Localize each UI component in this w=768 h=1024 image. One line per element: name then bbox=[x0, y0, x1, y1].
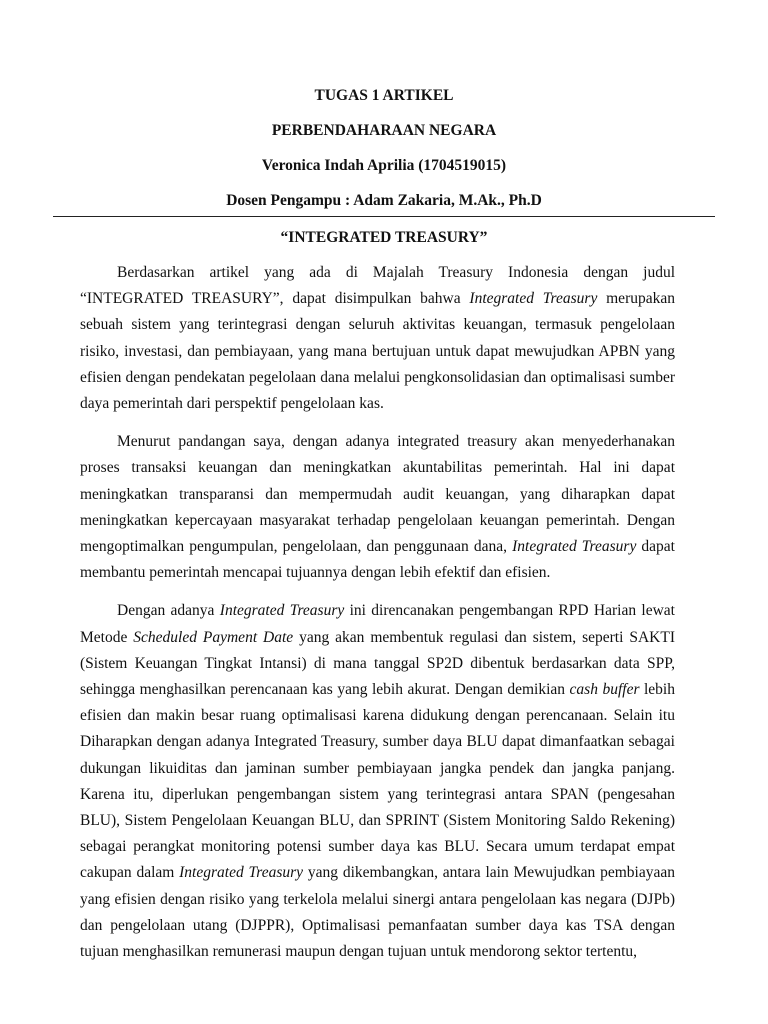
italic-term: Scheduled Payment Date bbox=[133, 628, 294, 646]
text-run: dapat membantu pemerintah mencapai tujuannya dengan lebih efektif dan efisien. bbox=[80, 538, 675, 582]
text-run: Menurut pandangan saya, dengan adanya integrated treasury akan menyederhanakan proses transaksi keuangan dan meningkatkan akuntabilitas pemerintah. Hal ini dapat meningkatkan transparansi dan mempermudah audit keuangan, yang diharapkan dapat meningkatkan kepercayaan masyarakat terhadap pengelolaan keuangan pemerintah. Dengan mengoptimalkan pengumpulan, pengelolaan, dan penggunaan dana, bbox=[80, 433, 675, 556]
italic-term: Integrated Treasury bbox=[512, 538, 637, 556]
course-name: PERBENDAHARAAN NEGARA bbox=[271, 122, 497, 139]
italic-term: Integrated Treasury bbox=[179, 864, 304, 882]
author-line: Veronica Indah Aprilia (1704519015) bbox=[261, 157, 507, 174]
italic-term: cash buffer bbox=[569, 681, 640, 699]
text-run: merupakan sebuah sistem yang terintegrasi dengan seluruh aktivitas keuangan, termasuk pengelolaan risiko, investasi, dan pembiayaan, yang mana bertujuan untuk dapat mewujudkan APBN yang efisien dengan pendekatan pegelolaan dana melalui pengkonsolidasian dan optimalisasi sumber daya pemerintah dari perspektif pengelolaan kas. bbox=[80, 290, 675, 413]
italic-term: Integrated Treasury bbox=[469, 290, 598, 308]
paragraph-1 bbox=[80, 260, 675, 417]
document-title: TUGAS 1 ARTIKEL bbox=[314, 87, 454, 104]
italic-term: Integrated Treasury bbox=[219, 602, 345, 620]
header-divider bbox=[53, 216, 715, 217]
text-run: Berdasarkan artikel yang ada di Majalah Treasury Indonesia dengan judul “INTEGRATED TREASURY”, dapat disimpulkan bahwa bbox=[80, 264, 675, 308]
article-body bbox=[80, 260, 675, 965]
text-run: lebih efisien dan makin besar ruang optimalisasi karena didukung dengan perencanaan. Selain itu Diharapkan dengan adanya Integrated Treasury, sumber daya BLU dapat dimanfaatkan sebagai dukungan likuiditas dan jaminan sumber pembiayaan jangka pendek dan jangka panjang. Karena itu, diperlukan pengembangan sistem yang terintegrasi antara SPAN (pengesahan BLU), Sistem Pengelolaan Keuangan BLU, dan SPRINT (Sistem Monitoring Saldo Rekening) sebagai perangkat monitoring potensi sumber daya kas BLU. Secara umum terdapat empat cakupan dalam bbox=[80, 681, 675, 882]
article-title: “INTEGRATED TREASURY” bbox=[280, 229, 488, 246]
text-run: yang akan membentuk regulasi dan sistem, seperti SAKTI (Sistem Keuangan Tingkat Intansi) di mana tanggal SP2D dibentuk berdasarkan data SPP, sehingga menghasilkan perencanaan kas yang lebih akurat. Dengan demikian bbox=[80, 628, 675, 699]
text-run: yang dikembangkan, antara lain Mewujudkan pembiayaan yang efisien dengan risiko yang terkelola melalui sinergi antara pengelolaan kas negara (DJPb) dan pengelolaan utang (DJPPR), Optimalisasi pemanfaatan sumber daya kas TSA dengan tujuan menghasilkan remunerasi maupun dengan tujuan untuk mendorong sektor tertentu, bbox=[80, 864, 675, 961]
paragraph-3 bbox=[80, 598, 675, 965]
lecturer-line: Dosen Pengampu : Adam Zakaria, M.Ak., Ph.D bbox=[226, 192, 542, 209]
text-run: ini direncanakan pengembangan RPD Harian lewat Metode bbox=[80, 602, 675, 646]
paragraph-2 bbox=[80, 429, 675, 586]
text-run: Dengan adanya bbox=[117, 602, 220, 620]
